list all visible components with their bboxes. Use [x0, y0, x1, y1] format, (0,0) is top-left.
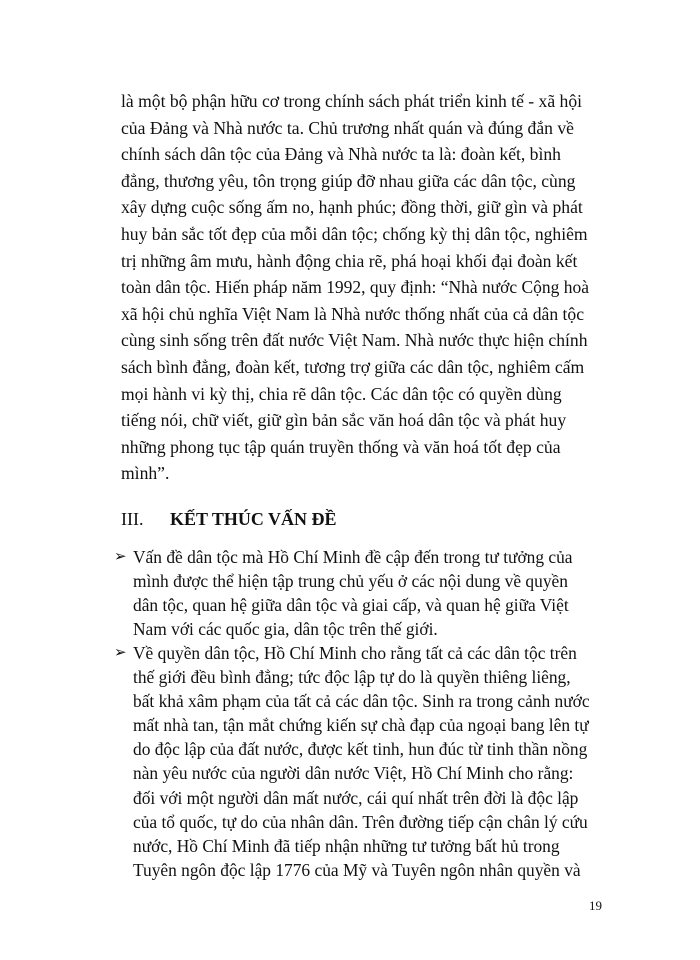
- bullet-line: nàn yêu nước của người dân nước Việt, Hồ Chí Minh cho rằng:: [133, 763, 574, 784]
- paragraph-line: những phong tục tập quán truyền thống và văn hoá tốt đẹp của: [121, 436, 561, 457]
- paragraph-line: của Đảng và Nhà nước ta. Chủ trương nhất quán và đúng đắn về: [121, 117, 574, 138]
- bullet-line: nước, Hồ Chí Minh đã tiếp nhận những tư tưởng bất hủ trong: [133, 835, 560, 856]
- paragraph-line: chính sách dân tộc của Đảng và Nhà nước ta là: đoàn kết, bình: [121, 144, 561, 165]
- paragraph-line: cùng sinh sống trên đất nước Việt Nam. Nhà nước thực hiện chính: [121, 330, 588, 351]
- paragraph-line: toàn dân tộc. Hiến pháp năm 1992, quy định: “Nhà nước Cộng hoà: [121, 277, 589, 298]
- right-arrowhead-icon: ➢: [114, 645, 127, 661]
- paragraph-line: xã hội chủ nghĩa Việt Nam là Nhà nước thống nhất của cả dân tộc: [121, 303, 585, 324]
- paragraph-line: xây dựng cuộc sống ấm no, hạnh phúc; đồng thời, giữ gìn và phát: [121, 197, 583, 218]
- bullet-line: dân tộc, quan hệ giữa dân tộc và giai cấp, và quan hệ giữa Việt: [133, 595, 569, 616]
- bullet-line: Tuyên ngôn độc lập 1776 của Mỹ và Tuyên ngôn nhân quyền và: [133, 859, 581, 880]
- paragraph-line: mình”.: [121, 463, 170, 484]
- bullet-line: Nam với các quốc gia, dân tộc trên thế giới.: [133, 619, 438, 640]
- bullet-line: bất khả xâm phạm của tất cả các dân tộc. Sinh ra trong cảnh nước: [133, 691, 590, 712]
- body-paragraph: [121, 88, 591, 487]
- paragraph-line: là một bộ phận hữu cơ trong chính sách phát triển kinh tế - xã hội: [121, 91, 583, 111]
- paragraph-line: mọi hành vi kỳ thị, chia rẽ dân tộc. Các dân tộc có quyền dùng: [121, 383, 562, 404]
- bullet-text: [133, 545, 608, 641]
- paragraph-line: tiếng nói, chữ viết, giữ gìn bản sắc văn hoá dân tộc và phát huy: [121, 410, 567, 431]
- bullet-line: Về quyền dân tộc, Hồ Chí Minh cho rằng tất cả các dân tộc trên: [133, 643, 577, 663]
- bullet-line: thế giới đều bình đẳng; tức độc lập tự do là quyền thiêng liêng,: [133, 667, 571, 688]
- section-number: III.: [121, 509, 144, 529]
- section-title: KẾT THÚC VẤN ĐỀ: [170, 509, 337, 529]
- paragraph-line: trị những âm mưu, hành động chia rẽ, phá hoại khối đại đoàn kết: [121, 250, 578, 271]
- page-number: 19: [589, 898, 602, 913]
- bullet-text: [133, 641, 608, 882]
- bullet-line: mình được thể hiện tập trung chủ yếu ở các nội dung về quyền: [133, 571, 568, 592]
- paragraph-line: huy bản sắc tốt đẹp của mỗi dân tộc; chống kỳ thị dân tộc, nghiêm: [121, 223, 588, 244]
- bullet-line: do độc lập của đất nước, được kết tinh, hun đúc từ tinh thần nồng: [133, 739, 588, 760]
- paragraph-line: đẳng, thương yêu, tôn trọng giúp đỡ nhau giữa các dân tộc, cùng: [121, 170, 576, 191]
- paragraph-line: sách bình đẳng, đoàn kết, tương trợ giữa các dân tộc, nghiêm cấm: [121, 356, 585, 377]
- right-arrowhead-icon: ➢: [114, 549, 127, 565]
- bullet-line: đối với một người dân mất nước, cái quí nhất trên đời là độc lập: [133, 787, 579, 808]
- bullet-line: mất nhà tan, tận mắt chứng kiến sự chà đạp của ngoại bang lên tự: [133, 715, 589, 736]
- bullet-line: của tổ quốc, tự do của nhân dân. Trên đường tiếp cận chân lý cứu: [133, 811, 588, 832]
- bullet-line: Vấn đề dân tộc mà Hồ Chí Minh đề cập đến trong tư tưởng của: [133, 547, 573, 567]
